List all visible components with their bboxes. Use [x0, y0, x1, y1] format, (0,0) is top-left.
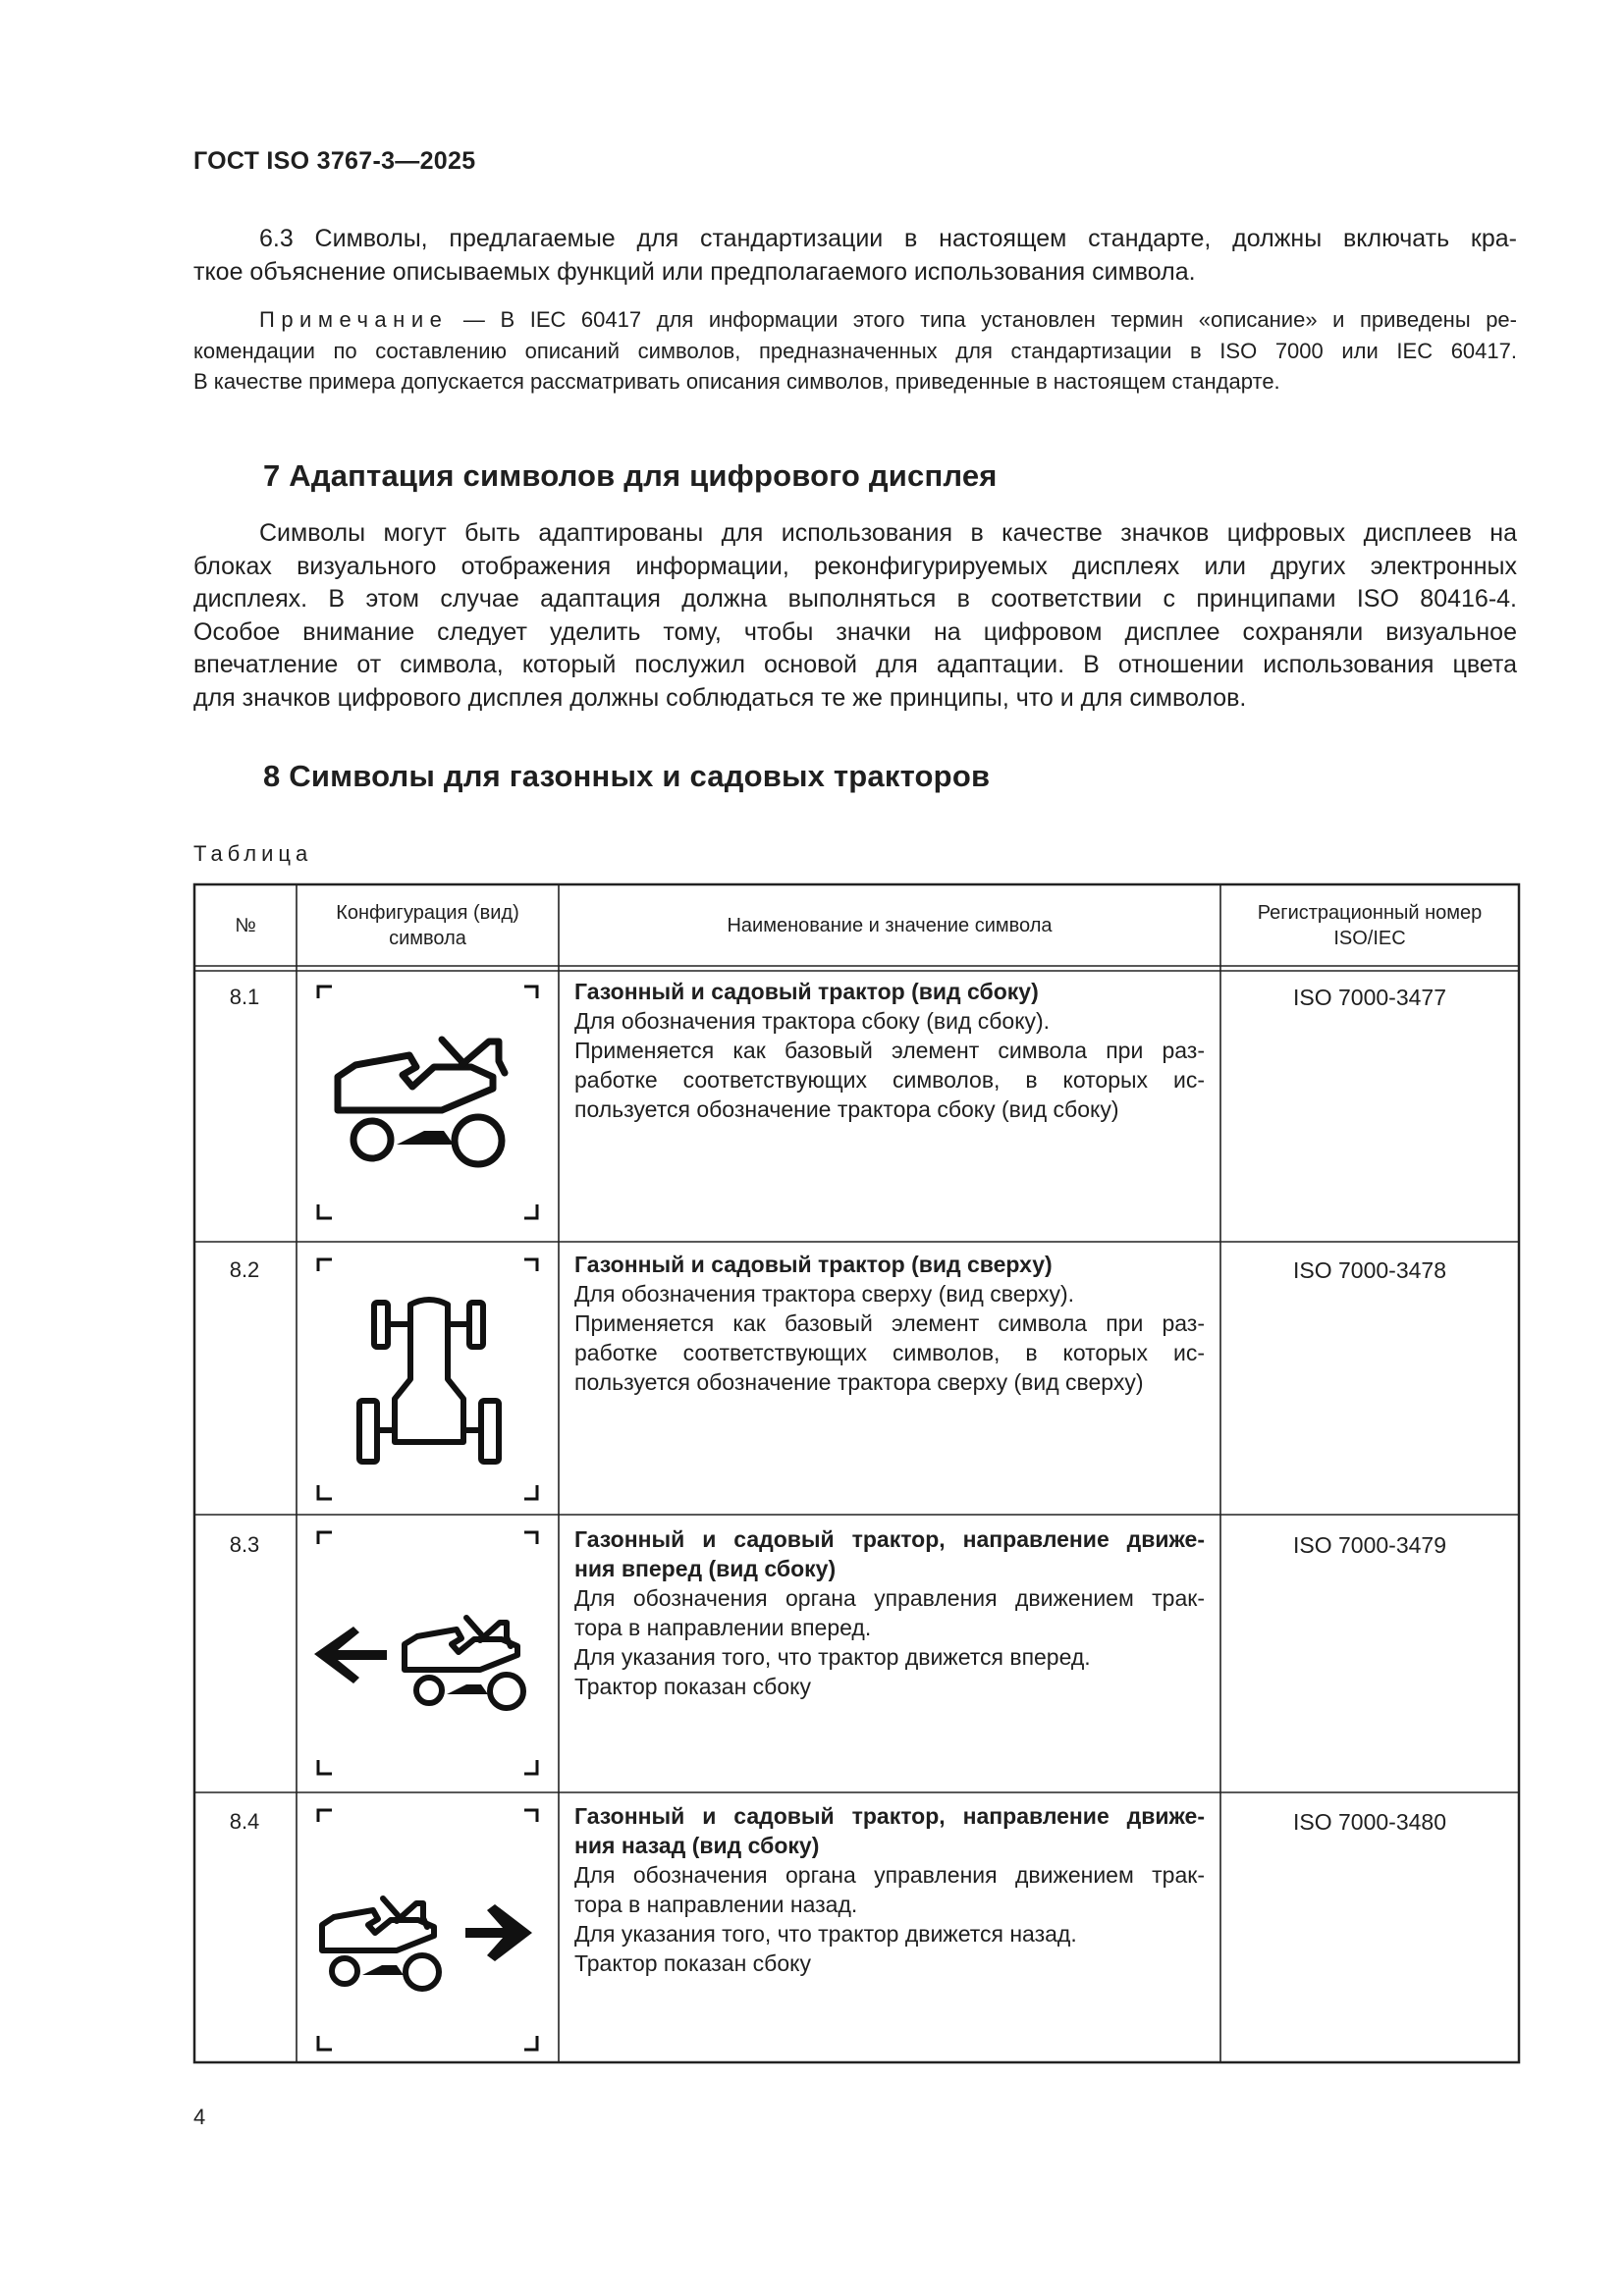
row-description [574, 1250, 1205, 1397]
clause-6-3-line: ткое объяснение описываемых функций или предполагаемого использования символа. [193, 257, 1196, 286]
row-title: ния назад (вид сбоку) [574, 1833, 820, 1858]
row-title: Газонный и садовый трактор, направление движе- [574, 1526, 1205, 1552]
note-line: В качестве примера допускается рассматривать описания символов, приведенные в настоящем стандарте. [193, 369, 1280, 394]
row-text-line: Для обозначения органа управления движением трак- [574, 1585, 1205, 1611]
row-text-line: Для обозначения трактора сверху (вид сверху). [574, 1281, 1075, 1307]
section-7-line: Особое внимание следует уделить тому, чтобы значки на цифровом дисплее сохраняли визуальное [193, 617, 1517, 646]
row-description [574, 1524, 1205, 1701]
header-config [297, 884, 559, 966]
section-7-line: блоках визуального отображения информации, реконфигурируемых дисплеях или других электронных [193, 552, 1517, 580]
row-description [574, 977, 1205, 1124]
row-reg-number: ISO 7000-3477 [1292, 985, 1446, 1010]
header-reg-line: Регистрационный номер [1257, 901, 1483, 924]
header-reg [1220, 884, 1519, 966]
row-number: 8.1 [229, 985, 260, 1009]
document-header: ГОСТ ISO 3767-3—2025 [193, 147, 476, 175]
header-num: № [235, 914, 256, 936]
row-text-line: тора в направлении вперед. [574, 1615, 872, 1640]
row-title: Газонный и садовый трактор, направление движе- [574, 1803, 1205, 1829]
row-description [574, 1801, 1205, 1978]
tractor-reverse-icon [297, 1792, 559, 2062]
row-text-line: пользуется обозначение трактора сверху (вид сверху) [574, 1369, 1144, 1395]
row-number: 8.3 [229, 1532, 260, 1557]
section-7-title: 7 Адаптация символов для цифрового дисплея [263, 458, 998, 493]
tractor-forward-icon [297, 1515, 559, 1792]
section-7-line: дисплеях. В этом случае адаптация должна выполняться в соответствии с принципами ISO 80416-4. [193, 585, 1517, 613]
row-text-line: Трактор показан сбоку [574, 1950, 811, 1976]
row-text-line: пользуется обозначение трактора сбоку (вид сбоку) [574, 1096, 1119, 1122]
row-number: 8.4 [229, 1809, 260, 1834]
header-config-line: Конфигурация (вид) [336, 901, 519, 924]
section-8-title: 8 Символы для газонных и садовых тракторов [263, 759, 991, 793]
note-text: — В IEC 60417 для информации этого типа установлен термин «описание» и приведены ре- [448, 307, 1517, 332]
header-name: Наименование и значение символа [727, 914, 1053, 936]
row-text-line: Для обозначения трактора сбоку (вид сбоку). [574, 1008, 1051, 1034]
row-title: ния вперед (вид сбоку) [574, 1556, 837, 1581]
row-text-line: работке соответствующих символов, в которых ис- [574, 1340, 1205, 1365]
row-text-line: Для указания того, что трактор движется вперед. [574, 1644, 1091, 1670]
row-text-line: Трактор показан сбоку [574, 1674, 811, 1699]
note-label: Примечание [259, 307, 449, 332]
row-reg-number: ISO 7000-3480 [1292, 1809, 1446, 1835]
row-title: Газонный и садовый трактор (вид сбоку) [574, 979, 1039, 1004]
row-reg-number: ISO 7000-3478 [1292, 1257, 1446, 1283]
tractor-side-icon [297, 971, 559, 1242]
row-text-line: Для обозначения органа управления движением трак- [574, 1862, 1205, 1888]
page-number: 4 [193, 2105, 206, 2129]
row-text-line: тора в направлении назад. [574, 1892, 858, 1917]
header-config-line: символа [389, 927, 466, 949]
row-reg-number: ISO 7000-3479 [1292, 1532, 1446, 1558]
row-title: Газонный и садовый трактор (вид сверху) [574, 1252, 1053, 1277]
row-text-line: Применяется как базовый элемент символа при раз- [574, 1038, 1205, 1063]
section-7-line: Символы могут быть адаптированы для использования в качестве значков цифровых дисплеев на [259, 519, 1517, 547]
row-text-line: работке соответствующих символов, в которых ис- [574, 1067, 1205, 1093]
row-text-line: Применяется как базовый элемент символа при раз- [574, 1310, 1205, 1336]
row-number: 8.2 [229, 1257, 260, 1282]
tractor-top-icon [297, 1242, 559, 1515]
note-line: комендации по составлению описаний символов, предназначенных для стандартизации в ISO 7000 или IEC 60417. [193, 338, 1517, 363]
section-7-line: впечатление от символа, который послужил основой для адаптации. В отношении использования цвета [193, 651, 1517, 678]
row-text-line: Для указания того, что трактор движется назад. [574, 1921, 1077, 1947]
section-7-line: для значков цифрового дисплея должны соблюдаться те же принципы, что и для символов. [193, 683, 1247, 712]
table-caption: Таблица [193, 841, 313, 866]
clause-6-3-line: 6.3 Символы, предлагаемые для стандартизации в настоящем стандарте, должны включать кра- [259, 225, 1517, 252]
header-reg-line: ISO/IEC [1333, 927, 1406, 949]
